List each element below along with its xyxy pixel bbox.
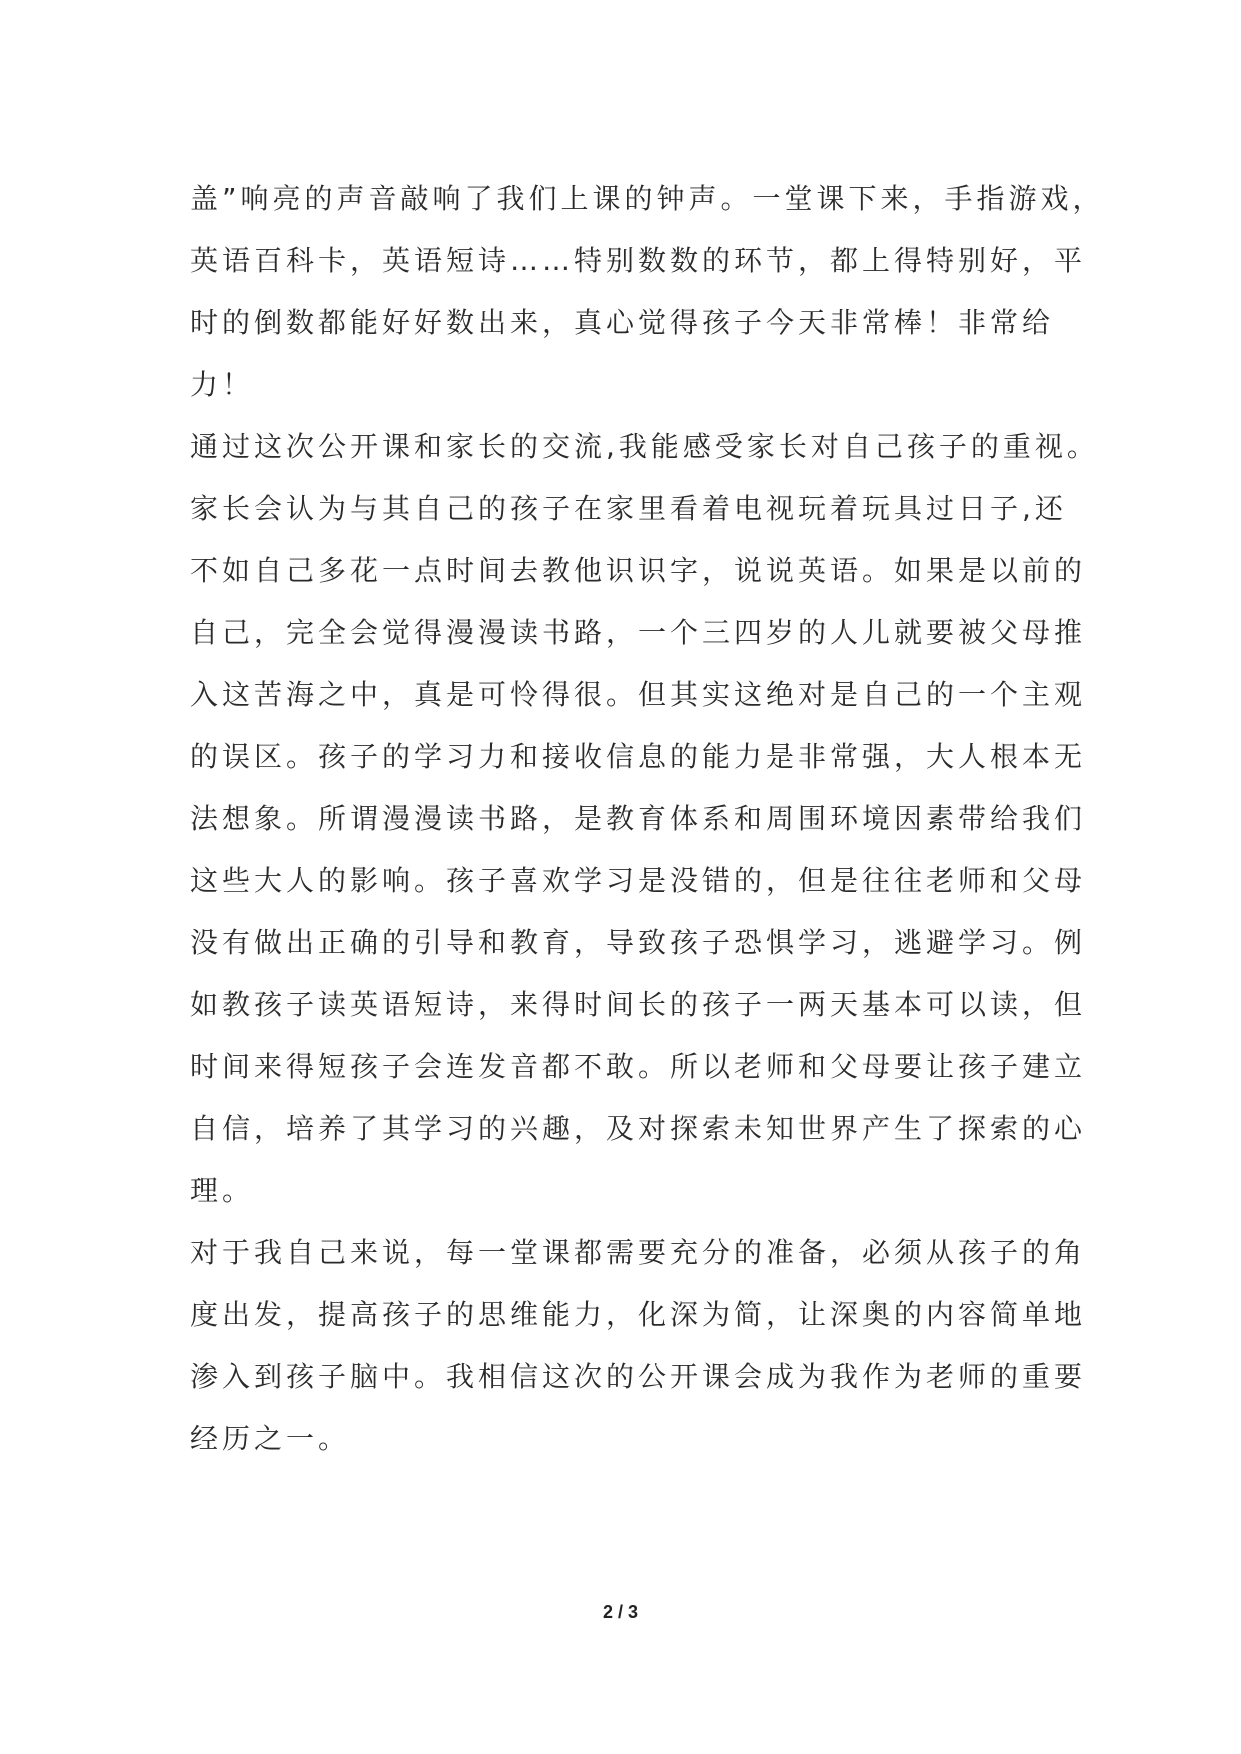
text-line: 没有做出正确的引导和教育，导致孩子恐惧学习，逃避学习。例 xyxy=(190,926,1087,959)
text-line: 对于我自己来说，每一堂课都需要充分的准备，必须从孩子的角 xyxy=(190,1236,1087,1269)
text-line: 英语百科卡，英语短诗……特别数数的环节，都上得特别好，平 xyxy=(190,244,1087,277)
text-line: 时间来得短孩子会连发音都不敢。所以老师和父母要让孩子建立 xyxy=(190,1050,1087,1083)
text-line: 力！ xyxy=(190,368,255,401)
text-line: 盖”响亮的声音敲响了我们上课的钟声。一堂课下来，手指游戏， xyxy=(190,182,1105,215)
text-line: 入这苦海之中，真是可怜得很。但其实这绝对是自己的一个主观 xyxy=(190,678,1087,711)
text-line: 自信，培养了其学习的兴趣，及对探索未知世界产生了探索的心 xyxy=(190,1112,1087,1145)
text-line: 通过这次公开课和家长的交流,我能感受家长对自己孩子的重视。 xyxy=(190,430,1099,463)
text-line: 法想象。所谓漫漫读书路，是教育体系和周围环境因素带给我们 xyxy=(190,802,1087,835)
text-line: 家长会认为与其自己的孩子在家里看着电视玩着玩具过日子,还 xyxy=(190,492,1067,525)
text-line: 自己，完全会觉得漫漫读书路，一个三四岁的人儿就要被父母推 xyxy=(190,616,1087,649)
text-line: 度出发，提高孩子的思维能力，化深为简，让深奥的内容简单地 xyxy=(190,1298,1087,1331)
text-line: 理。 xyxy=(190,1174,255,1207)
text-line: 如教孩子读英语短诗，来得时间长的孩子一两天基本可以读，但 xyxy=(190,988,1087,1021)
text-line: 时的倒数都能好好数出来，真心觉得孩子今天非常棒！非常给 xyxy=(190,306,1055,339)
text-line: 渗入到孩子脑中。我相信这次的公开课会成为我作为老师的重要 xyxy=(190,1360,1087,1393)
page-number: 2 / 3 xyxy=(602,1602,639,1622)
text-line: 不如自己多花一点时间去教他识识字，说说英语。如果是以前的 xyxy=(190,554,1087,587)
text-line: 的误区。孩子的学习力和接收信息的能力是非常强，大人根本无 xyxy=(190,740,1087,773)
text-line: 经历之一。 xyxy=(190,1422,351,1455)
text-line: 这些大人的影响。孩子喜欢学习是没错的，但是往往老师和父母 xyxy=(190,864,1087,897)
